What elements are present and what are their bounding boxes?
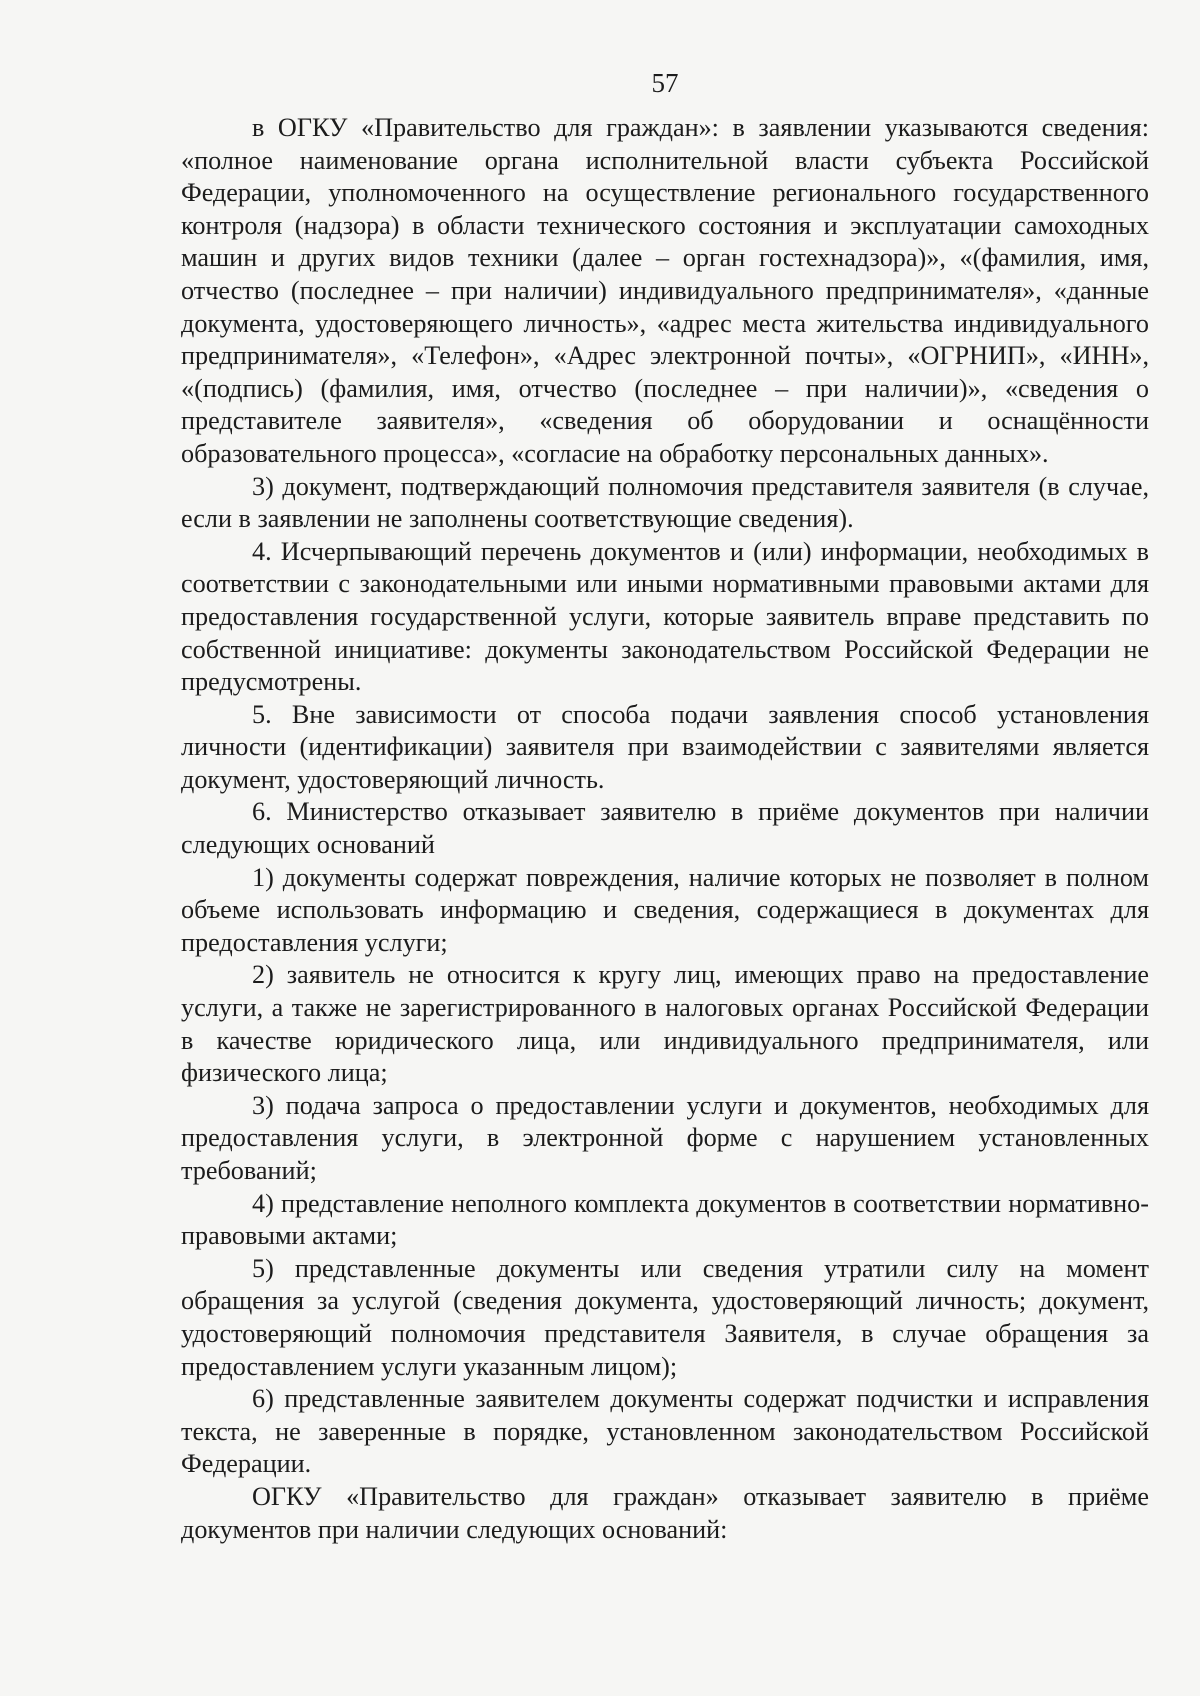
paragraph-ogku-refusal: ОГКУ «Правительство для граждан» отказывает заявителю в приёме документов при наличии следующих оснований: [181, 1481, 1149, 1544]
paragraph-section-6: 6. Министерство отказывает заявителю в приёме документов при наличии следующих оснований [181, 797, 1149, 860]
paragraph-section-5: 5. Вне зависимости от способа подачи заявления способ установления личности (идентификации) заявителя при взаимодействии с заявителями является документ, удостоверяющий личность. [181, 699, 1149, 794]
paragraph-section-4: 4. Исчерпывающий перечень документов и (или) информации, необходимых в соответствии с законодательными или иными нормативными правовыми актами для предоставления государственной услуги, которые заявитель вправе представить по собственной инициативе: документы законодательством Российской Федерации не предусмотрены. [181, 536, 1149, 697]
paragraph-item-3-representative: 3) документ, подтверждающий полномочия представителя заявителя (в случае, если в заявлении не заполнены соответствующие сведения). [181, 471, 1149, 534]
paragraph-reason-1: 1) документы содержат повреждения, наличие которых не позволяет в полном объеме использовать информацию и сведения, содержащиеся в документах для предоставления услуги; [181, 862, 1149, 957]
page-number: 57 [651, 68, 679, 98]
document-body [181, 112, 1149, 1546]
paragraph-reason-4: 4) представление неполного комплекта документов в соответствии нормативно-правовыми актами; [181, 1188, 1149, 1251]
paragraph-reason-6: 6) представленные заявителем документы содержат подчистки и исправления текста, не заверенные в порядке, установленном законодательством Российской Федерации. [181, 1384, 1149, 1479]
paragraph-reason-5: 5) представленные документы или сведения утратили силу на момент обращения за услугой (сведения документа, удостоверяющий личность; документ, удостоверяющий полномочия представителя Заявителя, в случае обращения за предоставлением услуги указанным лицом); [181, 1253, 1149, 1381]
paragraph-reason-3: 3) подача запроса о предоставлении услуги и документов, необходимых для предоставления услуги, в электронной форме с нарушением установленных требований; [181, 1090, 1149, 1185]
paragraph-application-details: в ОГКУ «Правительство для граждан»: в заявлении указываются сведения: «полное наименование органа исполнительной власти субъекта Российской Федерации, уполномоченного на осуществление регионального государственного контроля (надзора) в области технического состояния и эксплуатации самоходных машин и других видов техники (далее – орган гостехнадзора)», «(фамилия, имя, отчество (последнее – при наличии) индивидуального предпринимателя», «данные документа, удостоверяющего личность», «адрес места жительства индивидуального предпринимателя», «Телефон», «Адрес электронной почты», «ОГРНИП», «ИНН», «(подпись) (фамилия, имя, отчество (последнее – при наличии)», «сведения о представителе заявителя», «сведения об оборудовании и оснащённости образовательного процесса», «согласие на обработку персональных данных». [181, 113, 1149, 468]
paragraph-reason-2: 2) заявитель не относится к кругу лиц, имеющих право на предоставление услуги, а также не зарегистрированного в налоговых органах Российской Федерации в качестве юридического лица, или индивидуального предпринимателя, или физического лица; [181, 960, 1149, 1088]
